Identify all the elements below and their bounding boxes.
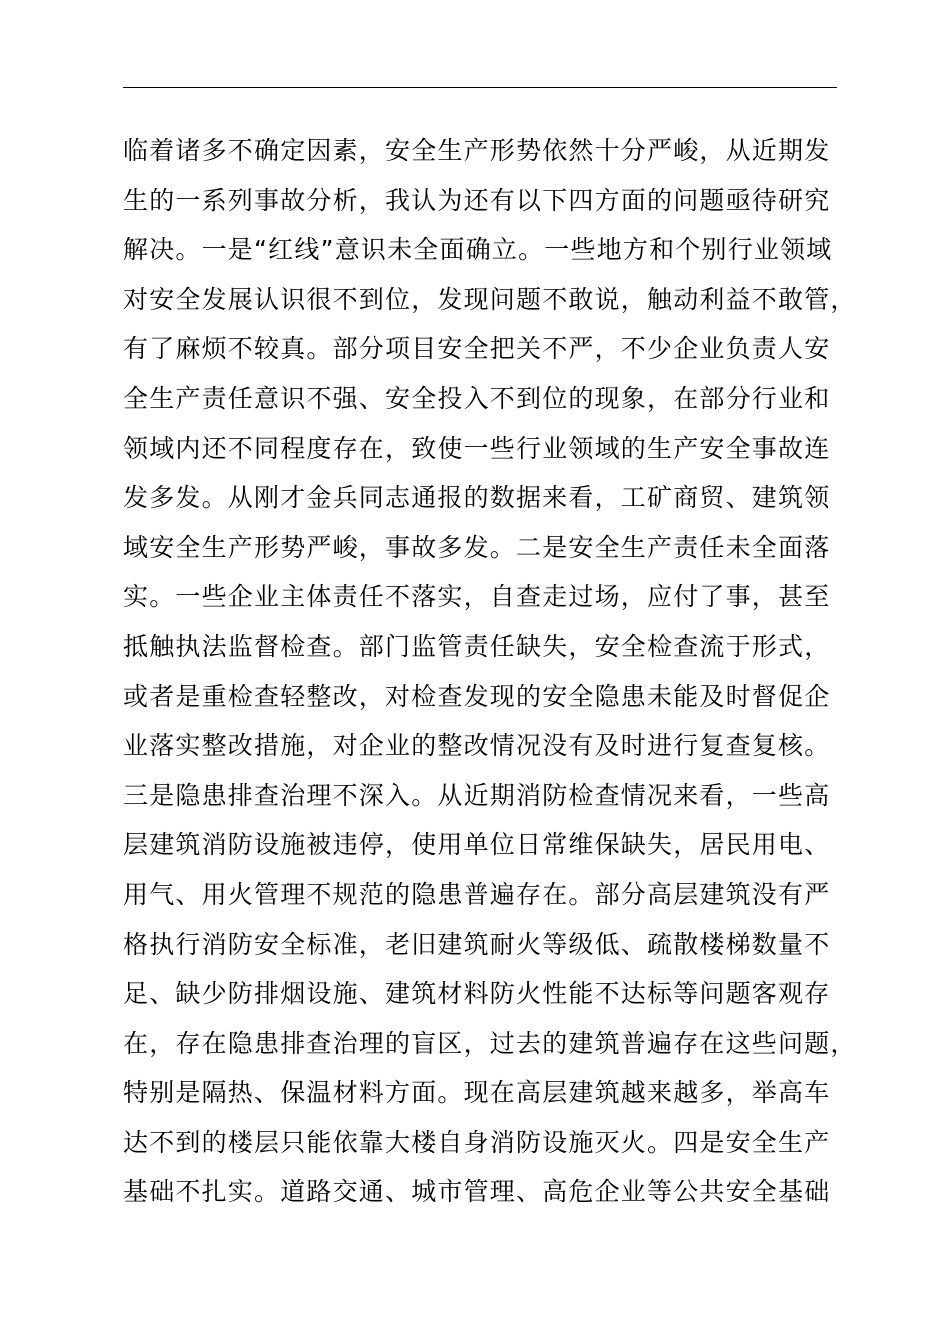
text-line: 在，存在隐患排查治理的盲区，过去的建筑普遍存在这些问题， <box>123 1028 857 1058</box>
text-line: 足、缺少防排烟设施、建筑材料防火性能不达标等问题客观存 <box>123 979 831 1009</box>
text-line: 有了麻烦不较真。部分项目安全把关不严，不少企业负责人安 <box>123 334 831 364</box>
text-line: 层建筑消防设施被违停，使用单位日常维保缺失，居民用电、 <box>123 830 831 860</box>
text-line: 业落实整改措施，对企业的整改情况没有及时进行复查复核。 <box>123 731 831 761</box>
text-line: 域安全生产形势严峻，事故多发。二是安全生产责任未全面落 <box>123 532 831 562</box>
text-line: 解决。一是“红线”意识未全面确立。一些地方和个别行业领域 <box>123 235 833 265</box>
text-line: 基础不扎实。道路交通、城市管理、高危企业等公共安全基础 <box>123 1177 831 1207</box>
header-rule <box>123 87 837 88</box>
body-paragraph <box>123 126 883 1217</box>
text-line: 临着诸多不确定因素，安全生产形势依然十分严峻，从近期发 <box>123 136 831 165</box>
text-line: 格执行消防安全标准，老旧建筑耐火等级低、疏散楼梯数量不 <box>123 929 831 959</box>
text-line: 达不到的楼层只能依靠大楼自身消防设施灭火。四是安全生产 <box>123 1127 831 1157</box>
text-line: 发多发。从刚才金兵同志通报的数据来看，工矿商贸、建筑领 <box>123 483 831 513</box>
text-line: 抵触执法监督检查。部门监管责任缺失，安全检查流于形式， <box>123 631 831 661</box>
text-line: 领域内还不同程度存在，致使一些行业领域的生产安全事故连 <box>123 433 831 463</box>
text-line: 实。一些企业主体责任不落实，自查走过场，应付了事，甚至 <box>123 582 831 612</box>
text-line: 全生产责任意识不强、安全投入不到位的现象，在部分行业和 <box>123 383 831 413</box>
text-line: 特别是隔热、保温材料方面。现在高层建筑越来越多，举高车 <box>123 1078 831 1108</box>
text-line: 用气、用火管理不规范的隐患普遍存在。部分高层建筑没有严 <box>123 879 831 909</box>
text-line: 对安全发展认识很不到位，发现问题不敢说，触动利益不敢管， <box>123 284 857 314</box>
text-line: 生的一系列事故分析，我认为还有以下四方面的问题亟待研究 <box>123 185 831 215</box>
text-line: 三是隐患排查治理不深入。从近期消防检查情况来看，一些高 <box>123 780 831 810</box>
text-line: 或者是重检查轻整改，对检查发现的安全隐患未能及时督促企 <box>123 681 831 711</box>
